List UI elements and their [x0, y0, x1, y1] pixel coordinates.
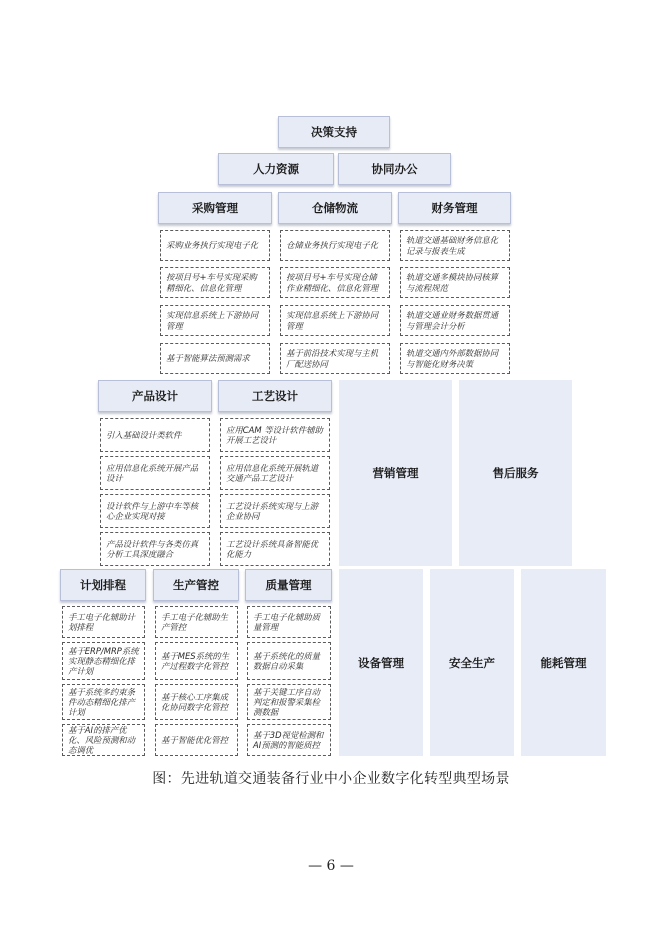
- warehouse-header: 仓储物流: [278, 192, 392, 224]
- office-header: 协同办公: [338, 153, 451, 185]
- production-item: 基于智能优化管控: [155, 724, 238, 756]
- production-item: 基于MES系统的生产过程数字化管控: [155, 642, 238, 680]
- planning-item: 基于AI的排产优化、风险预测和动态调优: [62, 724, 145, 756]
- hr-header: 人力资源: [218, 153, 334, 185]
- quality-item: 基于3D视觉检测和AI预测的智能质控: [247, 724, 331, 756]
- procurement-header: 采购管理: [158, 192, 272, 224]
- finance-item: 轨道交通内外部数据协同与智能化财务决策: [400, 343, 510, 374]
- process-design-item: 应用CAM 等设计软件辅助开展工艺设计: [220, 418, 330, 452]
- procurement-item: 基于智能算法预测需求: [160, 343, 270, 374]
- procurement-item: 按项目号+车号实现采购精细化、信息化管理: [160, 267, 270, 298]
- decision-support-header: 决策支持: [278, 116, 390, 148]
- warehouse-item: 仓储业务执行实现电子化: [280, 230, 390, 261]
- after-sales-block: 售后服务: [459, 380, 572, 566]
- product-design-item: 产品设计软件与各类仿真分析工具深度融合: [100, 532, 210, 566]
- safety-block: 安全生产: [430, 569, 514, 756]
- product-design-item: 引入基础设计类软件: [100, 418, 210, 452]
- warehouse-item: 基于前沿技术实现与主机厂配送协同: [280, 343, 390, 374]
- finance-item: 轨道交通业财务数据贯通与管理会计分析: [400, 305, 510, 336]
- production-item: 基于核心工序集成化协同数字化管控: [155, 684, 238, 720]
- planning-header: 计划排程: [60, 569, 146, 601]
- quality-item: 基于系统化的质量数据自动采集: [247, 642, 331, 680]
- quality-header: 质量管理: [245, 569, 332, 601]
- warehouse-item: 按项目号+车号实现仓储作业精细化、信息化管理: [280, 267, 390, 298]
- production-item: 手工电子化辅助生产管控: [155, 606, 238, 638]
- process-design-item: 工艺设计系统实现与上游企业协同: [220, 494, 330, 528]
- quality-item: 基于关键工序自动判定和报警采集检测数据: [247, 684, 331, 720]
- planning-item: 基于ERP/MRP系统实现静态精细化排产计划: [62, 642, 145, 680]
- quality-item: 手工电子化辅助质量管理: [247, 606, 331, 638]
- equipment-block: 设备管理: [339, 569, 423, 756]
- product-design-item: 应用信息化系统开展产品设计: [100, 456, 210, 490]
- product-design-header: 产品设计: [98, 380, 212, 412]
- sales-block: 营销管理: [339, 380, 452, 566]
- process-design-item: 工艺设计系统具备智能优化能力: [220, 532, 330, 566]
- warehouse-item: 实现信息系统上下游协同管理: [280, 305, 390, 336]
- finance-header: 财务管理: [398, 192, 511, 224]
- process-design-header: 工艺设计: [218, 380, 332, 412]
- product-design-item: 设计软件与上游中车等核心企业实现对接: [100, 494, 210, 528]
- energy-block: 能耗管理: [521, 569, 606, 756]
- page-number: — 6 —: [308, 858, 354, 874]
- finance-item: 轨道交通基础财务信息化记录与报表生成: [400, 230, 510, 261]
- procurement-item: 采购业务执行实现电子化: [160, 230, 270, 261]
- procurement-item: 实现信息系统上下游协同管理: [160, 305, 270, 336]
- figure-caption: 图：先进轨道交通装备行业中小企业数字化转型典型场景: [152, 771, 510, 787]
- finance-item: 轨道交通多模块协同核算与流程规范: [400, 267, 510, 298]
- planning-item: 手工电子化辅助计划排程: [62, 606, 145, 638]
- production-header: 生产管控: [153, 569, 239, 601]
- process-design-item: 应用信息化系统开展轨道交通产品工艺设计: [220, 456, 330, 490]
- planning-item: 基于系统多约束条件动态精细化排产计划: [62, 684, 145, 720]
